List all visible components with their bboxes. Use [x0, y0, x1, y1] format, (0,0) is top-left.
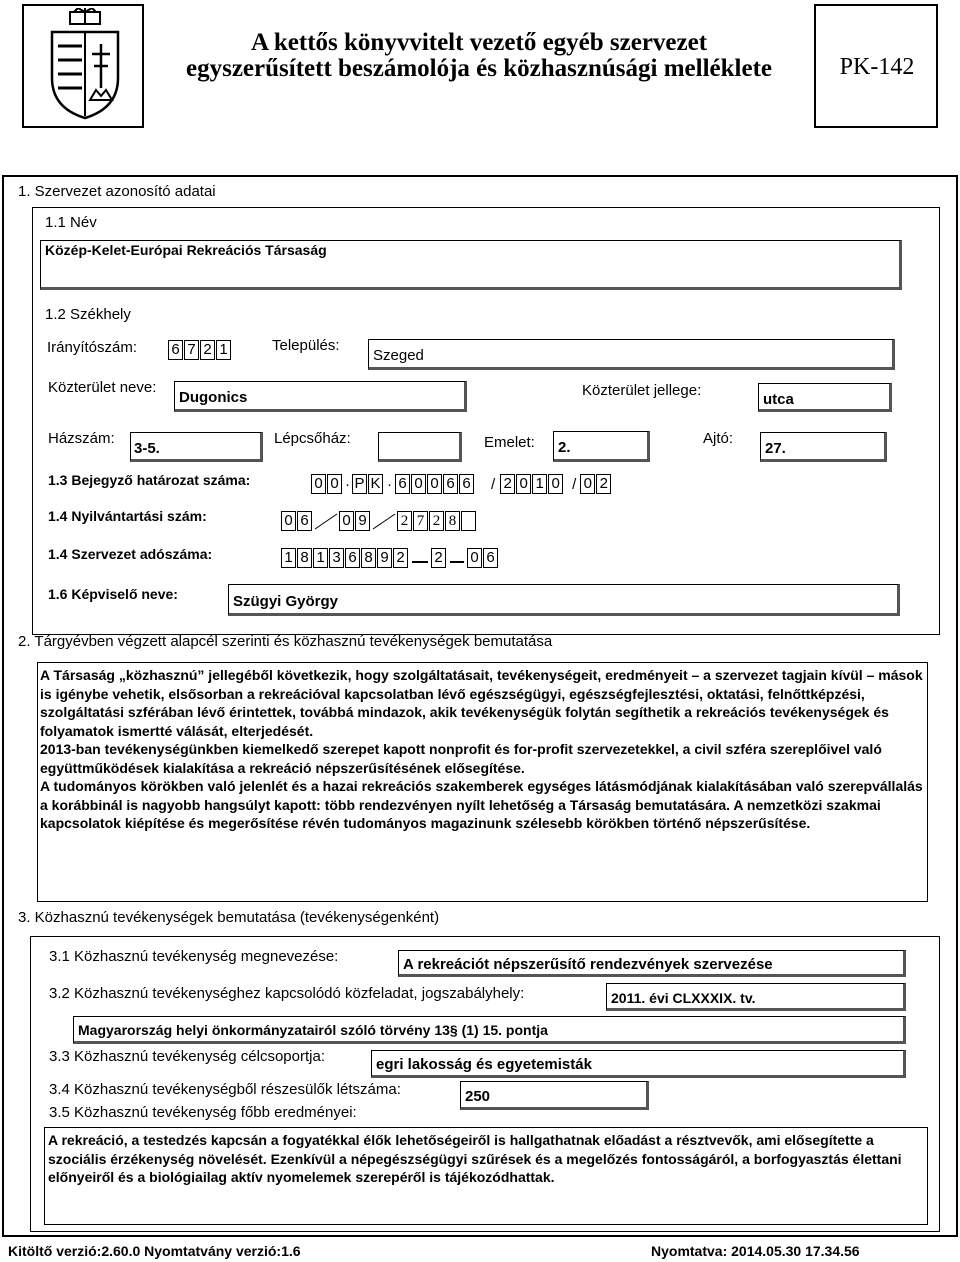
reg-char: 8: [445, 511, 460, 531]
footer-printed: Nyomtatva: 2014.05.30 17.34.56: [651, 1243, 860, 1259]
street-type-value: utca: [763, 391, 794, 408]
decision-char: 6: [395, 474, 410, 494]
reg-char: 0: [281, 511, 296, 531]
activity-name-value: A rekreációt népszerűsítő rendezvények szervezése: [403, 956, 773, 973]
reg-number-field[interactable]: [281, 511, 477, 531]
reg-char: 2: [397, 511, 412, 531]
target-group-label: 3.3 Közhasznú tevékenység célcsoportja:: [49, 1048, 325, 1065]
decision-label: 1.3 Bejegyző határozat száma:: [48, 472, 251, 488]
decision-char: 0: [311, 474, 326, 494]
activity-name-label: 3.1 Közhasznú tevékenység megnevezése:: [49, 948, 339, 965]
results-text: A rekreáció, a testedzés kapcsán a fogyatékkal élők lehetőségeiről is hallgathatnak előadást a résztvevők, ami elősegítette a szociális érzékenység növelését. Ezenkívül a népegészségügyi szűrések és a megelőzés fontosságáról, a borfogyasztás élettani előnyeiről és a biológiailag aktív nyomelemek szerepéről is tájékozódhattak.: [48, 1132, 902, 1185]
section2-paragraph: A tudományos körökben való jelenlét és a hazai rekreációs szakemberek egységes látásmódjának kialakításában való szerepvállalás a korábbinál is nagyobb hangsúlyt kapott: több rendezvényen nyílt lehetőség a Társaság bemutatására. A nemzetközi szakmai kapcsolatok kiépítése és megerősítése révén tudományos magazinunk szélesebb körökben történő népszerűsítése.: [40, 778, 923, 831]
coat-of-arms-icon: [30, 8, 140, 122]
tax-digit: 2: [431, 548, 446, 568]
decision-char: K: [368, 474, 383, 494]
slash-separator: [371, 511, 397, 531]
tax-digit: 9: [377, 548, 392, 568]
dash-separator: [450, 561, 464, 563]
stair-field[interactable]: [378, 432, 462, 462]
tax-digit: 1: [313, 548, 328, 568]
reg-char: 6: [297, 511, 312, 531]
tax-digit: 6: [483, 548, 498, 568]
reg-char: 2: [429, 511, 444, 531]
reg-char: 0: [339, 511, 354, 531]
dash-separator: [412, 561, 428, 563]
form-title-line2: egyszerűsített beszámolója és közhasznúsági melléklete: [186, 55, 772, 82]
city-value: Szeged: [373, 347, 424, 364]
public-task-value-2: Magyarország helyi önkormányzatairól szóló törvény 13§ (1) 15. pontja: [78, 1022, 548, 1038]
zip-digit: 1: [216, 340, 231, 360]
tax-digit: 8: [297, 548, 312, 568]
tax-label: 1.4 Szervezet adószáma:: [48, 546, 213, 562]
decision-char: 0: [411, 474, 426, 494]
public-task-value: 2011. évi CLXXXIX. tv.: [611, 990, 756, 1006]
section2-paragraph: A Társaság „közhasznú” jellegéből következik, hogy szolgáltatásait, tevékenységeit, eredményeit – a szervezet tagjain kívül – mások is igénybe vehetik, elsősorban a rekreációval kapcsolatban lévő egészségügyi, egészségfejlesztési, oktatási, felnőttképzési, szolgáltatási szférában lévő érintettek, továbbá mindazok, akik tevékenységük folytán segíthetik a rekreációs tevékenységek és folyamatok ismertté válását, elterjedését.: [40, 667, 923, 739]
house-label: Házszám:: [48, 430, 115, 447]
target-group-value: egri lakosság és egyetemisták: [376, 1056, 592, 1073]
form-title: [142, 30, 816, 82]
section2-text: [40, 666, 925, 833]
slash-separator: /: [491, 475, 496, 493]
decision-char: 0: [548, 474, 563, 494]
footer-version: Kitöltő verzió:2.60.0 Nyomtatvány verzió:1.6: [8, 1243, 301, 1259]
rep-value: Szügyi György: [233, 593, 339, 610]
door-value: 27.: [765, 440, 786, 457]
rep-label: 1.6 Képviselő neve:: [48, 586, 178, 602]
floor-label: Emelet:: [484, 434, 535, 451]
reg-char: 9: [355, 511, 370, 531]
reg-char: 7: [413, 511, 428, 531]
street-type-label: Közterület jellege:: [582, 382, 702, 399]
name-label: 1.1 Név: [45, 214, 97, 231]
zip-label: Irányítószám:: [47, 339, 138, 356]
reg-label: 1.4 Nyilvántartási szám:: [48, 508, 207, 524]
decision-char: 2: [596, 474, 611, 494]
zip-digit: 7: [184, 340, 199, 360]
tax-digit: 0: [467, 548, 482, 568]
beneficiaries-label: 3.4 Közhasznú tevékenységből részesülők létszáma:: [49, 1081, 401, 1098]
tax-digit: 8: [361, 548, 376, 568]
decision-char: 0: [580, 474, 595, 494]
name-value: Közép-Kelet-Európai Rekreációs Társaság: [45, 242, 327, 258]
decision-char: P: [352, 474, 367, 494]
decision-char: 2: [500, 474, 515, 494]
beneficiaries-value: 250: [465, 1088, 491, 1105]
zip-field[interactable]: [168, 340, 232, 360]
house-value: 3-5.: [134, 440, 160, 457]
seat-label: 1.2 Székhely: [45, 306, 131, 323]
reg-char: [461, 511, 476, 531]
tax-digit: 6: [345, 548, 360, 568]
public-task-label: 3.2 Közhasznú tevékenységhez kapcsolódó közfeladat, jogszabályhely:: [49, 985, 525, 1002]
section1-heading: 1. Szervezet azonosító adatai: [18, 183, 216, 200]
section2-heading: 2. Tárgyévben végzett alapcél szerinti és közhasznú tevékenységek bemutatása: [18, 633, 553, 650]
zip-digit: 2: [200, 340, 215, 360]
dot-separator: ·: [387, 475, 392, 493]
street-label: Közterület neve:: [48, 379, 157, 396]
decision-number-field[interactable]: [311, 474, 612, 494]
door-label: Ajtó:: [703, 430, 734, 447]
decision-char: 6: [443, 474, 458, 494]
decision-char: 1: [532, 474, 547, 494]
floor-value: 2.: [558, 439, 571, 456]
city-label: Település:: [272, 337, 340, 354]
city-field[interactable]: [368, 339, 895, 370]
stair-label: Lépcsőház:: [274, 430, 351, 447]
form-code: PK-142: [839, 54, 915, 80]
section2-paragraph: 2013-ban tevékenységünkben kiemelkedő szerepet kapott nonprofit és for-profit szervezetekkel, a civil szféra szereplőivel való együttműködések kialakítása a rekreáció népszerűsítésének elősegítése.: [40, 741, 882, 776]
decision-char: 0: [516, 474, 531, 494]
zip-digit: 6: [168, 340, 183, 360]
tax-digit: 3: [329, 548, 344, 568]
decision-char: 6: [459, 474, 474, 494]
dot-separator: ·: [345, 475, 350, 493]
decision-char: 0: [427, 474, 442, 494]
tax-digit: 2: [393, 548, 408, 568]
street-value: Dugonics: [179, 389, 248, 406]
form-title-line1: A kettős könyvvitelt vezető egyéb szervezet: [250, 29, 708, 56]
slash-separator: [313, 511, 339, 531]
tax-number-field[interactable]: [281, 548, 499, 568]
tax-digit: 1: [281, 548, 296, 568]
decision-char: 0: [327, 474, 342, 494]
slash-separator: /: [572, 475, 577, 493]
section3-heading: 3. Közhasznú tevékenységek bemutatása (tevékenységenként): [18, 909, 440, 926]
results-label: 3.5 Közhasznú tevékenység főbb eredményei:: [49, 1104, 357, 1121]
